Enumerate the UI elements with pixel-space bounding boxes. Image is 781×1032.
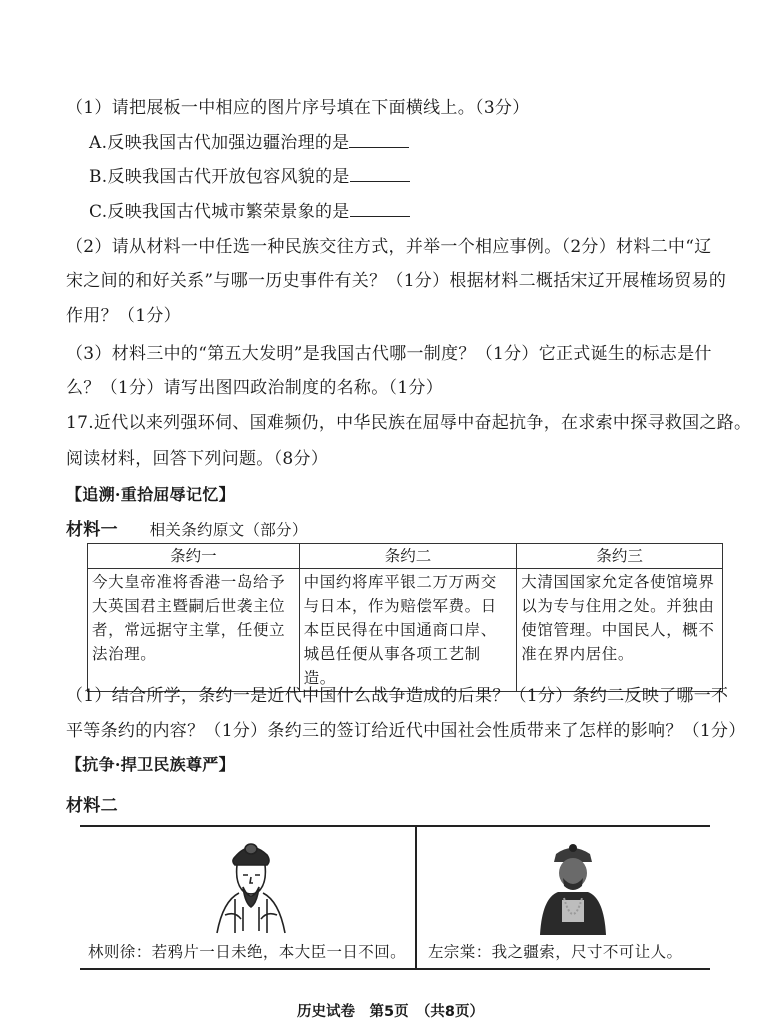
table-row — [88, 569, 723, 692]
table-header-row — [88, 544, 723, 569]
table-header-1: 条约一 — [88, 544, 300, 569]
table-header-2: 条约二 — [299, 544, 517, 569]
q16-part3-line2: 么？（1分）请写出图四政治制度的名称。（1分） — [66, 378, 444, 398]
q16-part3-line1: （3）材料三中的“第五大发明”是我国古代哪一制度？（1分）它正式诞生的标志是什 — [66, 344, 712, 364]
q17-intro-line2: 阅读材料，回答下列问题。（8分） — [66, 449, 329, 469]
q16-part2-line1: （2）请从材料一中任选一种民族交往方式，并举一个相应事例。（2分）材料二中“辽 — [66, 237, 712, 257]
option-c-text: C.反映我国古代城市繁荣景象的是 — [89, 202, 350, 222]
q16-part1: （1）请把展板一中相应的图片序号填在下面横线上。（3分） — [66, 98, 530, 118]
option-a-text: A.反映我国古代加强边疆治理的是 — [89, 133, 350, 153]
section-heading-1: 【追溯·重拾屈辱记忆】 — [66, 485, 235, 504]
treaty-3-text: 大清国国家允定各使馆境界以为专与住用之处。并独由使馆管理。中国民人，概不准在界内居住。 — [517, 569, 723, 692]
q16-part2-line3: 作用？（1分） — [66, 306, 181, 326]
material-1-label: 材料一 — [66, 520, 118, 540]
treaty-2-text: 中国约将库平银二万万两交与日本，作为赔偿军费。日本臣民得在中国通商口岸、城邑任便从事各项工艺制造。 — [299, 569, 517, 692]
q17-intro-line1: 17.近代以来列强环伺、国难频仍，中华民族在屈辱中奋起抗争，在求索中探寻救国之路。 — [66, 413, 752, 433]
frame-divider — [415, 825, 417, 969]
table-header-3: 条约三 — [517, 544, 723, 569]
answer-blank-c[interactable] — [350, 202, 410, 217]
material-2-label: 材料二 — [66, 796, 118, 816]
q16-option-b — [89, 162, 410, 187]
answer-blank-b[interactable] — [350, 167, 410, 182]
option-b-text: B.反映我国古代开放包容风貌的是 — [89, 167, 350, 187]
q17-part1-line2: 平等条约的内容？（1分）条约三的签订给近代中国社会性质带来了怎样的影响？（1分） — [66, 721, 746, 741]
material-1-title: 相关条约原文（部分） — [149, 521, 308, 539]
caption-lin-zexu: 林则徐：若鸦片一日未绝，本大臣一日不回。 — [88, 943, 407, 961]
page-footer: 历史试卷 第5页 （共8页） — [297, 1004, 484, 1020]
caption-zuo-zongtang: 左宗棠：我之疆索，尺寸不可让人。 — [428, 943, 683, 961]
treaty-table — [87, 543, 723, 692]
q16-part2-line2: 宋之间的和好关系”与哪一历史事件有关？（1分）根据材料二概括宋辽开展榷场贸易的 — [66, 271, 727, 291]
q16-option-a — [89, 128, 409, 153]
frame-bottom-line — [80, 968, 710, 970]
treaty-1-text: 今大皇帝准将香港一岛给予大英国君主暨嗣后世袭主位者，常远据守主掌，任便立法治理。 — [88, 569, 300, 692]
q16-option-c — [89, 197, 410, 222]
zuo-zongtang-portrait — [528, 840, 618, 935]
lin-zexu-portrait — [205, 835, 295, 935]
frame-top-line — [80, 825, 710, 827]
q17-part1-line1: （1）结合所学，条约一是近代中国什么战争造成的后果？（1分）条约二反映了哪一不 — [66, 686, 729, 706]
material-1-header — [66, 515, 308, 540]
section-heading-2: 【抗争·捍卫民族尊严】 — [66, 755, 235, 774]
answer-blank-a[interactable] — [349, 133, 409, 148]
